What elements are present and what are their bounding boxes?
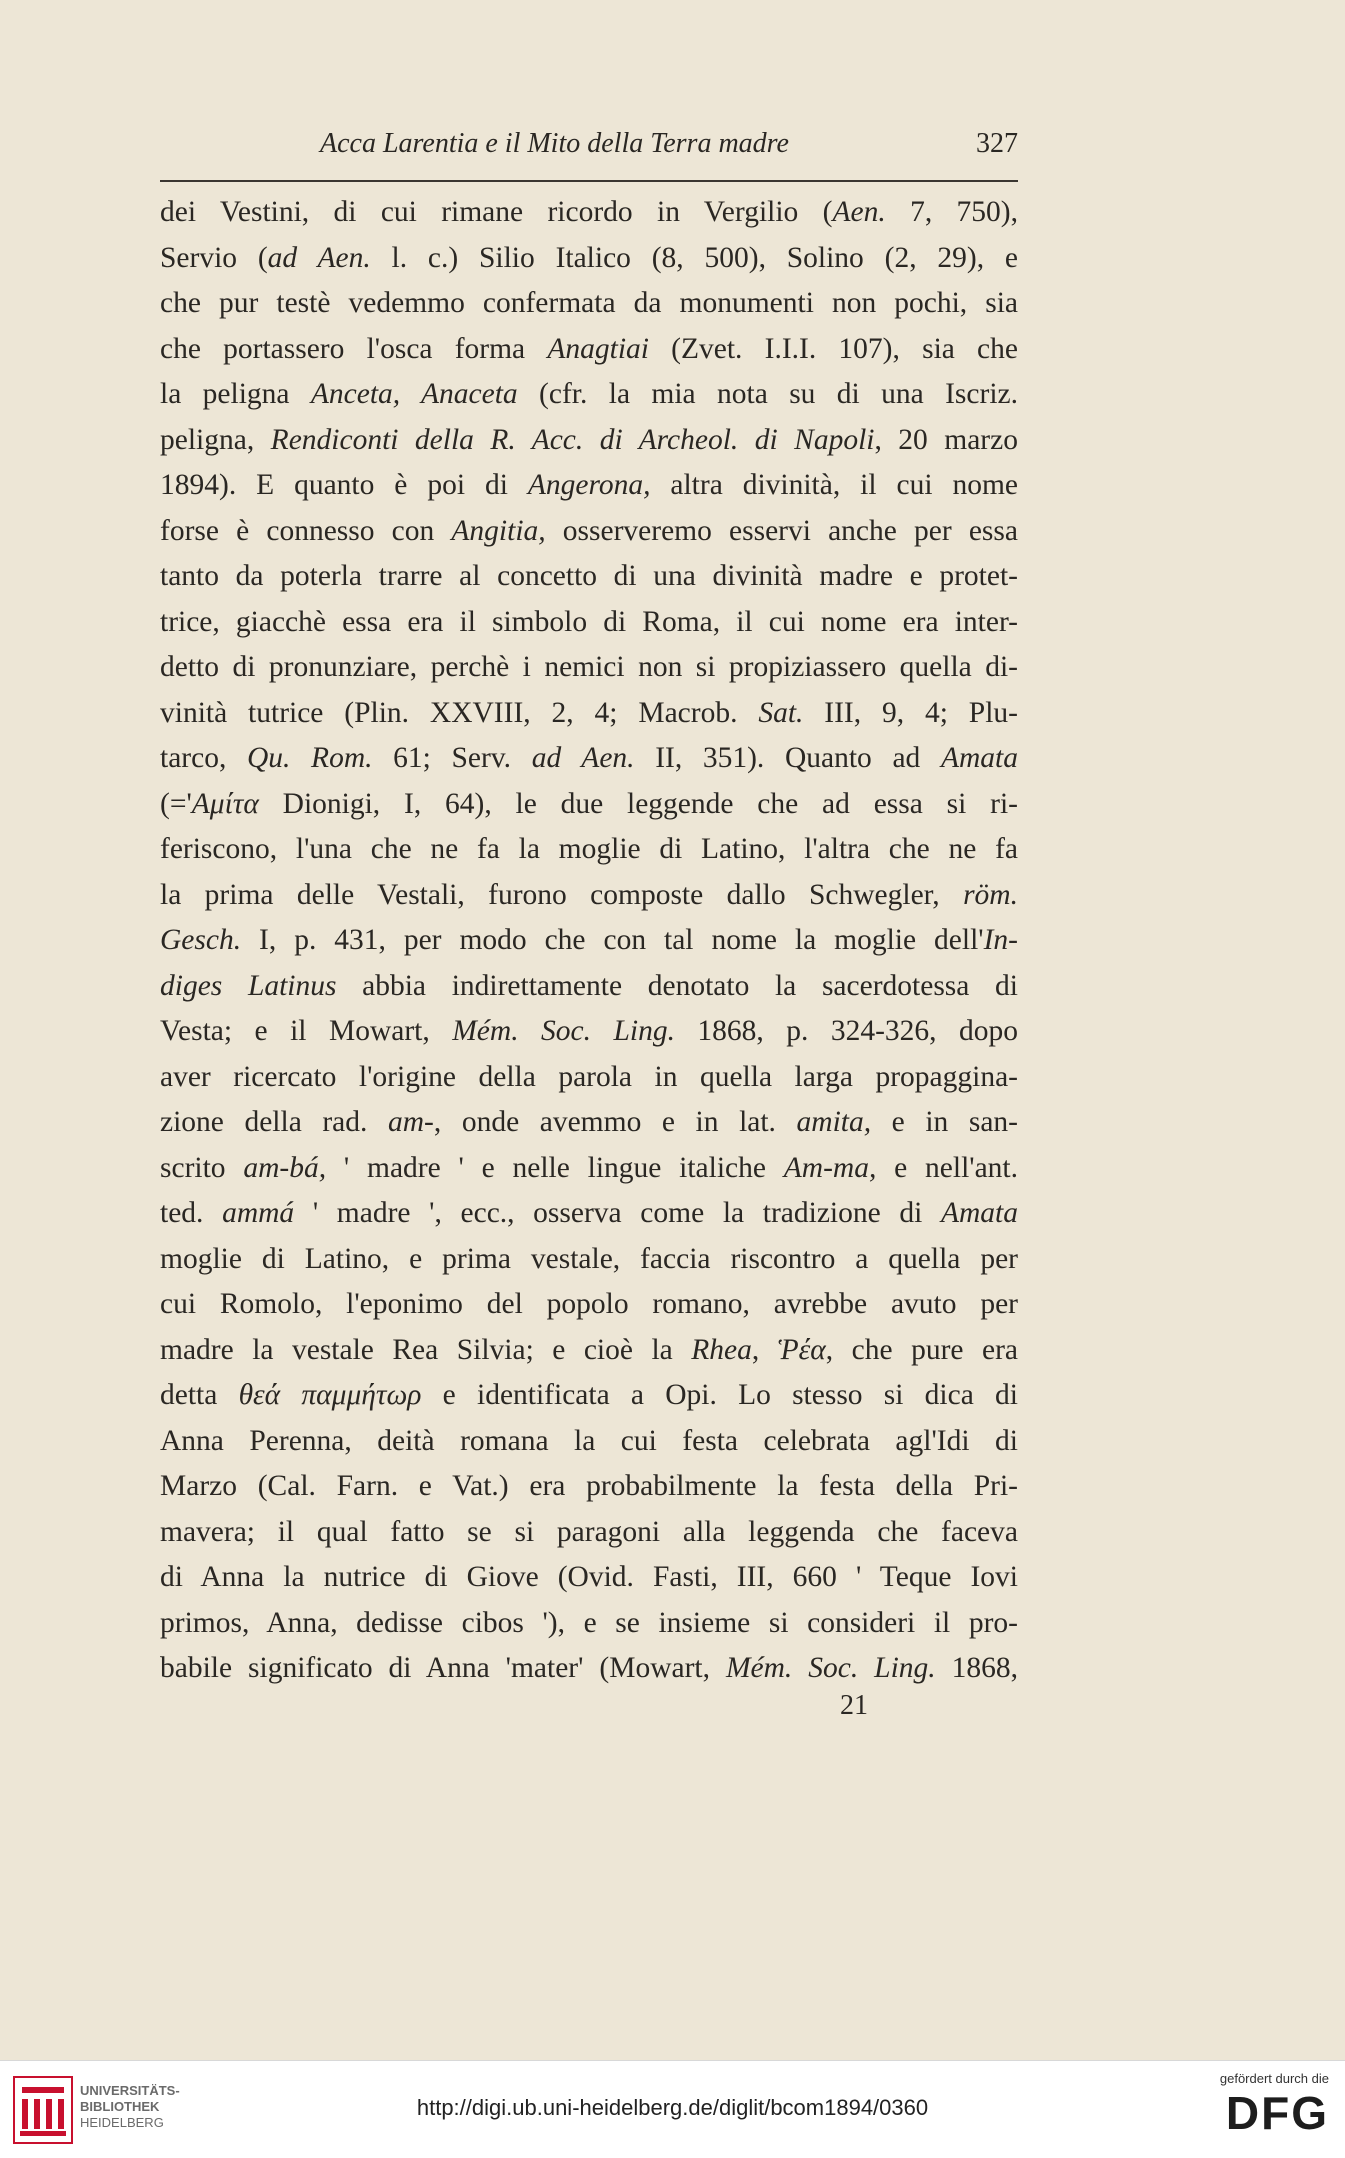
text-segment: moglie di Latino, e prima vestale, faccia riscontro a quella per bbox=[160, 1242, 1018, 1275]
university-line-1: UNIVERSITÄTS- bbox=[80, 2083, 180, 2098]
running-title: Acca Larentia e il Mito della Terra madre bbox=[320, 128, 789, 159]
text-segment: e identificata a Opi. Lo stesso si dica di bbox=[421, 1379, 1018, 1411]
text-line bbox=[160, 190, 1018, 236]
text-line bbox=[160, 873, 1018, 919]
text-segment: ' madre ' e nelle lingue italiche bbox=[326, 1151, 784, 1184]
text-line bbox=[160, 1464, 1018, 1510]
text-segment: zione della rad. bbox=[160, 1106, 388, 1138]
italic-segment: Gesch. bbox=[160, 924, 242, 956]
italic-segment: am- bbox=[387, 1106, 434, 1138]
signature-mark: 21 bbox=[840, 1690, 868, 1721]
italic-segment: Αμίτα bbox=[191, 787, 259, 820]
text-line bbox=[160, 827, 1018, 873]
text-segment: , che pure era bbox=[825, 1333, 1018, 1366]
text-segment: Dionigi, I, 64), le due leggende che ad essa si ri- bbox=[258, 787, 1018, 820]
text-segment: vinità tutrice (Plin. XXVIII, 2, 4; Macrob. bbox=[160, 696, 759, 729]
header-rule bbox=[160, 180, 1018, 182]
sponsor-block bbox=[1199, 2071, 1329, 2140]
text-line bbox=[160, 1100, 1018, 1146]
text-segment: 61; Serv. bbox=[372, 742, 532, 774]
text-segment: madre la vestale Rea Silvia; e cioè la bbox=[160, 1333, 692, 1366]
text-segment: II, 351). Quanto ad bbox=[634, 742, 941, 774]
text-line bbox=[160, 1510, 1018, 1556]
text-segment: la prima delle Vestali, furono composte dallo Schwegler, bbox=[160, 878, 964, 911]
text-segment: 1868, p. 324-326, dopo bbox=[674, 1015, 1019, 1047]
text-segment: e nell'ant. bbox=[876, 1151, 1019, 1184]
italic-segment: ammá bbox=[222, 1197, 295, 1229]
text-segment: ' madre ', ecc., osserva come la tradizione di bbox=[294, 1197, 941, 1229]
italic-segment: In- bbox=[983, 924, 1018, 956]
dfg-logo: DFG bbox=[1225, 2087, 1329, 2139]
text-segment: cui Romolo, l'eponimo del popolo romano, avrebbe avuto per bbox=[160, 1288, 1018, 1320]
italic-segment: Rendiconti della R. Acc. di Archeol. di Napoli bbox=[270, 423, 875, 456]
text-segment: aver ricercato l'origine della parola in quella larga propaggina- bbox=[160, 1060, 1018, 1093]
italic-segment: Aen. bbox=[832, 196, 886, 228]
body-text bbox=[160, 190, 1018, 1692]
text-line bbox=[160, 1419, 1018, 1465]
text-segment: peligna, bbox=[160, 423, 271, 456]
italic-segment: Angitia, bbox=[451, 514, 546, 547]
text-segment: l. c.) Silio Italico (8, 500), Solino (2, 29), e bbox=[370, 241, 1018, 274]
text-segment: altra divinità, il cui nome bbox=[650, 469, 1018, 501]
text-line bbox=[160, 1646, 1018, 1692]
text-line bbox=[160, 1373, 1018, 1419]
text-segment: scrito bbox=[160, 1151, 244, 1184]
text-segment: Servio ( bbox=[160, 241, 268, 274]
text-segment: forse è connesso con bbox=[160, 514, 452, 547]
text-segment: di Anna la nutrice di Giove (Ovid. Fasti, III, 660 ' Teque Iovi bbox=[160, 1561, 1018, 1593]
italic-segment: am-bá, bbox=[243, 1151, 327, 1184]
text-line bbox=[160, 236, 1018, 282]
italic-segment: Mém. Soc. Ling. bbox=[452, 1015, 675, 1047]
italic-segment: ad Aen. bbox=[267, 241, 371, 274]
italic-segment: Anceta, Anaceta bbox=[310, 378, 518, 410]
text-segment: (cfr. la mia nota su di una Iscriz. bbox=[517, 378, 1018, 410]
italic-segment: Mém. Soc. Ling. bbox=[725, 1652, 936, 1684]
italic-segment: Amata bbox=[940, 1197, 1018, 1229]
text-line bbox=[160, 1146, 1018, 1192]
text-line bbox=[160, 1555, 1018, 1601]
text-line bbox=[160, 1328, 1018, 1374]
text-line bbox=[160, 1237, 1018, 1283]
text-line bbox=[160, 1282, 1018, 1328]
text-segment: (Zvet. I.I.I. 107), sia che bbox=[648, 332, 1018, 365]
source-url-link[interactable]: http://digi.ub.uni-heidelberg.de/diglit/bcom1894/0360 bbox=[416, 2095, 929, 2120]
text-line bbox=[160, 418, 1018, 464]
text-segment: babile significato di Anna 'mater' (Mowart, bbox=[160, 1652, 726, 1684]
text-line bbox=[160, 782, 1018, 828]
text-segment: , onde avemmo e in lat. bbox=[433, 1106, 797, 1138]
text-line bbox=[160, 645, 1018, 691]
italic-segment: amita, bbox=[796, 1106, 872, 1138]
text-segment: III, 9, 4; Plu- bbox=[803, 696, 1018, 729]
text-segment: I, p. 431, per modo che con tal nome la moglie dell' bbox=[241, 924, 984, 956]
text-segment: tarco, bbox=[160, 742, 247, 774]
text-line bbox=[160, 1601, 1018, 1647]
text-segment: detta bbox=[160, 1379, 239, 1411]
italic-segment: θεά παμμήτωρ bbox=[238, 1379, 422, 1411]
footer-bar bbox=[0, 2060, 1345, 2158]
page-number: 327 bbox=[976, 128, 1018, 159]
text-segment: detto di pronunziare, perchè i nemici non si propiziassero quella di- bbox=[160, 651, 1018, 683]
text-segment: (=' bbox=[160, 787, 192, 820]
text-segment: che pur testè vedemmo confermata da monumenti non pochi, sia bbox=[160, 287, 1018, 319]
italic-segment: Am-ma, bbox=[783, 1151, 877, 1184]
text-segment: Vesta; e il Mowart, bbox=[160, 1015, 453, 1047]
text-line bbox=[160, 736, 1018, 782]
text-segment: osserveremo esservi anche per essa bbox=[545, 514, 1018, 547]
text-segment: , 20 marzo bbox=[874, 423, 1018, 456]
text-line bbox=[160, 918, 1018, 964]
italic-segment: Rhea bbox=[691, 1333, 752, 1366]
text-line bbox=[160, 554, 1018, 600]
university-line-3: HEIDELBERG bbox=[80, 2115, 164, 2130]
text-segment: che portassero l'osca forma bbox=[160, 332, 548, 365]
text-segment: dei Vestini, di cui rimane ricordo in Vergilio ( bbox=[160, 196, 833, 228]
text-segment: 1894). E quanto è poi di bbox=[160, 469, 528, 501]
page-header bbox=[160, 128, 1018, 168]
text-segment: abbia indirettamente denotato la sacerdotessa di bbox=[336, 969, 1018, 1002]
italic-segment: Ῥέα bbox=[777, 1333, 826, 1366]
text-line bbox=[160, 463, 1018, 509]
text-segment: ted. bbox=[160, 1197, 223, 1229]
text-line bbox=[160, 327, 1018, 373]
text-line bbox=[160, 372, 1018, 418]
text-segment: Marzo (Cal. Farn. e Vat.) era probabilmente la festa della Pri- bbox=[160, 1470, 1018, 1502]
text-line bbox=[160, 964, 1018, 1010]
text-segment: feriscono, l'una che ne fa la moglie di Latino, l'altra che ne fa bbox=[160, 833, 1018, 865]
text-segment: primos, Anna, dedisse cibos '), e se insieme si consideri il pro- bbox=[160, 1606, 1018, 1639]
text-line bbox=[160, 600, 1018, 646]
text-segment: tanto da poterla trarre al concetto di una divinità madre e protet- bbox=[160, 560, 1018, 592]
text-segment: la peligna bbox=[160, 378, 311, 410]
text-line bbox=[160, 1191, 1018, 1237]
italic-segment: Angerona, bbox=[527, 469, 651, 501]
text-line bbox=[160, 1055, 1018, 1101]
italic-segment: röm. bbox=[963, 878, 1018, 911]
text-segment: Anna Perenna, deità romana la cui festa celebrata agl'Idi di bbox=[160, 1424, 1018, 1457]
sponsor-caption: gefördert durch die bbox=[1219, 2071, 1329, 2086]
text-segment: 7, 750), bbox=[885, 196, 1018, 228]
text-line bbox=[160, 509, 1018, 555]
text-segment: , bbox=[751, 1333, 778, 1366]
italic-segment: Qu. Rom. bbox=[246, 742, 373, 774]
italic-segment: Amata bbox=[940, 742, 1018, 774]
text-line bbox=[160, 691, 1018, 737]
text-line bbox=[160, 1009, 1018, 1055]
university-line-2: BIBLIOTHEK bbox=[80, 2099, 160, 2114]
italic-segment: ad Aen. bbox=[531, 742, 635, 774]
text-segment: mavera; il qual fatto se si paragoni alla leggenda che faceva bbox=[160, 1515, 1018, 1548]
italic-segment: Anagtiai bbox=[547, 332, 649, 365]
text-segment: e in san- bbox=[871, 1106, 1018, 1138]
text-line bbox=[160, 281, 1018, 327]
text-segment: trice, giacchè essa era il simbolo di Roma, il cui nome era inter- bbox=[160, 605, 1018, 638]
italic-segment: diges Latinus bbox=[160, 969, 337, 1002]
text-segment: 1868, bbox=[935, 1652, 1019, 1684]
italic-segment: Sat. bbox=[758, 696, 804, 729]
